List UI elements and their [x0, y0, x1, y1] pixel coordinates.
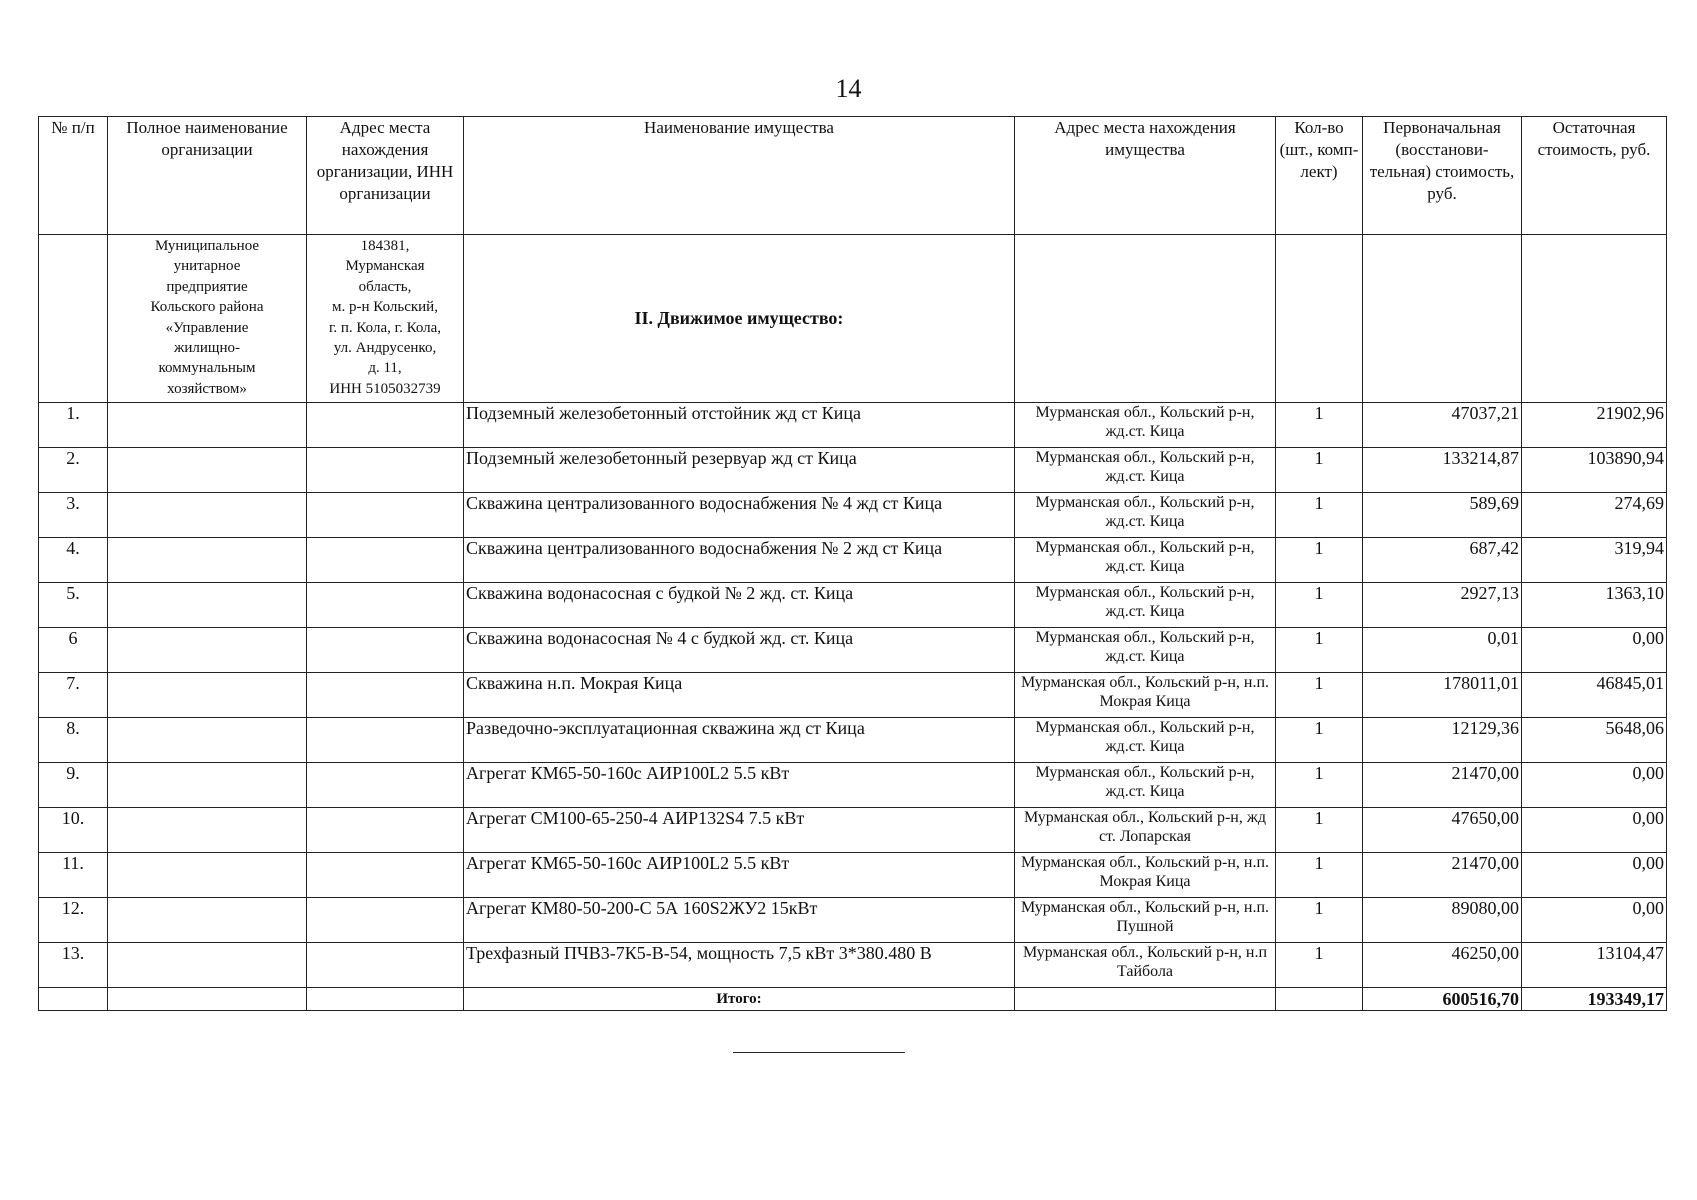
item-residual-cost: 46845,01	[1522, 673, 1667, 718]
item-name: Подземный железобетонный резервуар жд ст Кица	[464, 448, 1015, 493]
item-number: 6	[39, 628, 108, 673]
empty-cell	[1015, 235, 1276, 403]
item-number: 13.	[39, 943, 108, 988]
empty-cell	[307, 538, 464, 583]
item-location: Мурманская обл., Кольский р-н, жд.ст. Кица	[1015, 718, 1276, 763]
table-row	[39, 403, 1667, 448]
item-initial-cost: 12129,36	[1363, 718, 1522, 763]
item-name: Агрегат СМ100-65-250-4 АИР132S4 7.5 кВт	[464, 808, 1015, 853]
item-initial-cost: 21470,00	[1363, 853, 1522, 898]
end-rule	[733, 1052, 905, 1053]
table-row	[39, 763, 1667, 808]
header-property-address: Адрес места нахождения имущества	[1015, 117, 1276, 235]
item-name: Трехфазный ПЧВ3-7К5-В-54, мощность 7,5 кВт 3*380.480 В	[464, 943, 1015, 988]
table-row	[39, 898, 1667, 943]
item-quantity: 1	[1276, 763, 1363, 808]
item-number: 3.	[39, 493, 108, 538]
empty-cell	[307, 583, 464, 628]
item-name: Скважина водонасосная с будкой № 2 жд. ст. Кица	[464, 583, 1015, 628]
org-address-line: д. 11,	[368, 360, 402, 377]
total-residual-cost: 193349,17	[1522, 988, 1667, 1011]
item-initial-cost: 89080,00	[1363, 898, 1522, 943]
item-number: 9.	[39, 763, 108, 808]
item-name: Агрегат КМ65-50-160с АИР100L2 5.5 кВт	[464, 853, 1015, 898]
table-row	[39, 448, 1667, 493]
empty-cell	[108, 493, 307, 538]
item-name: Агрегат КМ80-50-200-С 5А 160S2ЖУ2 15кВт	[464, 898, 1015, 943]
item-location: Мурманская обл., Кольский р-н, жд ст. Лопарская	[1015, 808, 1276, 853]
empty-cell	[1276, 988, 1363, 1011]
table-row	[39, 583, 1667, 628]
empty-cell	[307, 628, 464, 673]
header-property-name: Наименование имущества	[464, 117, 1015, 235]
organization-address	[307, 235, 464, 403]
item-residual-cost: 103890,94	[1522, 448, 1667, 493]
item-residual-cost: 274,69	[1522, 493, 1667, 538]
empty-cell	[39, 988, 108, 1011]
header-initial-cost: Первоначальная (восстанови-тельная) стоимость, руб.	[1363, 117, 1522, 235]
item-initial-cost: 21470,00	[1363, 763, 1522, 808]
table-row	[39, 718, 1667, 763]
empty-cell	[1276, 235, 1363, 403]
empty-cell	[108, 718, 307, 763]
item-number: 12.	[39, 898, 108, 943]
org-name-line: Муниципальное	[154, 238, 260, 254]
item-quantity: 1	[1276, 493, 1363, 538]
header-residual-cost: Остаточная стоимость, руб.	[1522, 117, 1667, 235]
item-name: Подземный железобетонный отстойник жд ст Кица	[464, 403, 1015, 448]
item-location: Мурманская обл., Кольский р-н, н.п Тайбола	[1015, 943, 1276, 988]
item-location: Мурманская обл., Кольский р-н, жд.ст. Кица	[1015, 403, 1276, 448]
table-row	[39, 808, 1667, 853]
item-initial-cost: 46250,00	[1363, 943, 1522, 988]
item-residual-cost: 1363,10	[1522, 583, 1667, 628]
org-name-line: Кольского района	[150, 299, 264, 316]
item-initial-cost: 133214,87	[1363, 448, 1522, 493]
item-residual-cost: 0,00	[1522, 763, 1667, 808]
empty-cell	[108, 673, 307, 718]
empty-cell	[307, 403, 464, 448]
empty-cell	[1015, 988, 1276, 1011]
empty-cell	[1363, 235, 1522, 403]
total-row	[39, 988, 1667, 1011]
item-initial-cost: 0,01	[1363, 628, 1522, 673]
item-number: 10.	[39, 808, 108, 853]
org-address-line: ул. Андрусенко,	[333, 339, 437, 356]
item-quantity: 1	[1276, 943, 1363, 988]
item-initial-cost: 178011,01	[1363, 673, 1522, 718]
empty-cell	[108, 988, 307, 1011]
empty-cell	[307, 493, 464, 538]
header-org-name: Полное наименование организации	[108, 117, 307, 235]
item-quantity: 1	[1276, 628, 1363, 673]
item-number: 5.	[39, 583, 108, 628]
total-label: Итого:	[464, 988, 1015, 1011]
item-initial-cost: 687,42	[1363, 538, 1522, 583]
item-quantity: 1	[1276, 448, 1363, 493]
empty-cell	[307, 853, 464, 898]
item-location: Мурманская обл., Кольский р-н, жд.ст. Кица	[1015, 538, 1276, 583]
org-address-line: г. п. Кола, г. Кола,	[328, 319, 442, 336]
empty-cell	[108, 403, 307, 448]
item-location: Мурманская обл., Кольский р-н, жд.ст. Кица	[1015, 583, 1276, 628]
section-title: II. Движимое имущество:	[464, 235, 1015, 403]
item-name: Скважина централизованного водоснабжения № 4 жд ст Кица	[464, 493, 1015, 538]
item-number: 11.	[39, 853, 108, 898]
empty-cell	[307, 448, 464, 493]
item-location: Мурманская обл., Кольский р-н, жд.ст. Кица	[1015, 448, 1276, 493]
org-address-line: область,	[358, 278, 412, 295]
empty-cell	[108, 808, 307, 853]
empty-cell	[108, 538, 307, 583]
property-table	[38, 116, 1667, 1011]
empty-cell	[108, 628, 307, 673]
item-residual-cost: 5648,06	[1522, 718, 1667, 763]
empty-cell	[307, 808, 464, 853]
org-name-line: предприятие	[166, 278, 248, 295]
item-initial-cost: 47650,00	[1363, 808, 1522, 853]
total-initial-cost: 600516,70	[1363, 988, 1522, 1011]
item-location: Мурманская обл., Кольский р-н, н.п. Мокрая Кица	[1015, 853, 1276, 898]
empty-cell	[1522, 235, 1667, 403]
item-quantity: 1	[1276, 853, 1363, 898]
item-name: Разведочно-эксплуатационная скважина жд ст Кица	[464, 718, 1015, 763]
item-name: Агрегат КМ65-50-160с АИР100L2 5.5 кВт	[464, 763, 1015, 808]
empty-cell	[307, 943, 464, 988]
empty-cell	[108, 943, 307, 988]
item-number: 8.	[39, 718, 108, 763]
item-quantity: 1	[1276, 898, 1363, 943]
item-quantity: 1	[1276, 538, 1363, 583]
org-name-line: унитарное	[173, 258, 241, 275]
table-row	[39, 673, 1667, 718]
organization-name	[108, 235, 307, 403]
empty-cell	[307, 898, 464, 943]
empty-cell	[108, 898, 307, 943]
item-location: Мурманская обл., Кольский р-н, жд.ст. Кица	[1015, 763, 1276, 808]
organization-row	[39, 235, 1667, 403]
item-location: Мурманская обл., Кольский р-н, жд.ст. Кица	[1015, 493, 1276, 538]
item-location: Мурманская обл., Кольский р-н, н.п. Мокрая Кица	[1015, 673, 1276, 718]
item-number: 4.	[39, 538, 108, 583]
org-row-num	[39, 235, 108, 403]
table-row	[39, 853, 1667, 898]
header-num: № п/п	[39, 117, 108, 235]
table-row	[39, 628, 1667, 673]
item-residual-cost: 0,00	[1522, 808, 1667, 853]
empty-cell	[108, 583, 307, 628]
item-name: Скважина водонасосная № 4 с будкой жд. ст. Кица	[464, 628, 1015, 673]
org-address-line: 184381,	[360, 238, 410, 254]
org-address-line: Мурманская	[345, 258, 425, 275]
item-number: 1.	[39, 403, 108, 448]
table-row	[39, 538, 1667, 583]
item-residual-cost: 0,00	[1522, 898, 1667, 943]
empty-cell	[108, 763, 307, 808]
item-name: Скважина централизованного водоснабжения № 2 жд ст Кица	[464, 538, 1015, 583]
item-quantity: 1	[1276, 403, 1363, 448]
item-quantity: 1	[1276, 808, 1363, 853]
org-address-line: ИНН 5105032739	[329, 380, 441, 397]
table-body	[39, 235, 1667, 1011]
item-residual-cost: 0,00	[1522, 628, 1667, 673]
page-number: 14	[835, 74, 862, 103]
item-location: Мурманская обл., Кольский р-н, жд.ст. Кица	[1015, 628, 1276, 673]
item-number: 2.	[39, 448, 108, 493]
item-initial-cost: 47037,21	[1363, 403, 1522, 448]
header-quantity: Кол-во (шт., комп-лект)	[1276, 117, 1363, 235]
org-name-line: «Управление	[165, 319, 249, 336]
table-row	[39, 493, 1667, 538]
empty-cell	[307, 718, 464, 763]
item-initial-cost: 589,69	[1363, 493, 1522, 538]
item-quantity: 1	[1276, 673, 1363, 718]
header-org-address: Адрес места нахождения организации, ИНН организации	[307, 117, 464, 235]
item-location: Мурманская обл., Кольский р-н, н.п. Пушной	[1015, 898, 1276, 943]
empty-cell	[108, 448, 307, 493]
empty-cell	[108, 853, 307, 898]
empty-cell	[307, 763, 464, 808]
empty-cell	[307, 988, 464, 1011]
org-address-line: м. р-н Кольский,	[332, 299, 438, 316]
org-name-line: коммунальным	[158, 360, 256, 377]
item-name: Скважина н.п. Мокрая Кица	[464, 673, 1015, 718]
item-number: 7.	[39, 673, 108, 718]
table-header	[39, 117, 1667, 235]
item-quantity: 1	[1276, 583, 1363, 628]
item-quantity: 1	[1276, 718, 1363, 763]
item-residual-cost: 0,00	[1522, 853, 1667, 898]
org-name-line: жилищно-	[174, 339, 240, 356]
item-residual-cost: 13104,47	[1522, 943, 1667, 988]
item-initial-cost: 2927,13	[1363, 583, 1522, 628]
item-residual-cost: 319,94	[1522, 538, 1667, 583]
org-name-line: хозяйством»	[167, 380, 247, 397]
empty-cell	[307, 673, 464, 718]
table-row	[39, 943, 1667, 988]
item-residual-cost: 21902,96	[1522, 403, 1667, 448]
